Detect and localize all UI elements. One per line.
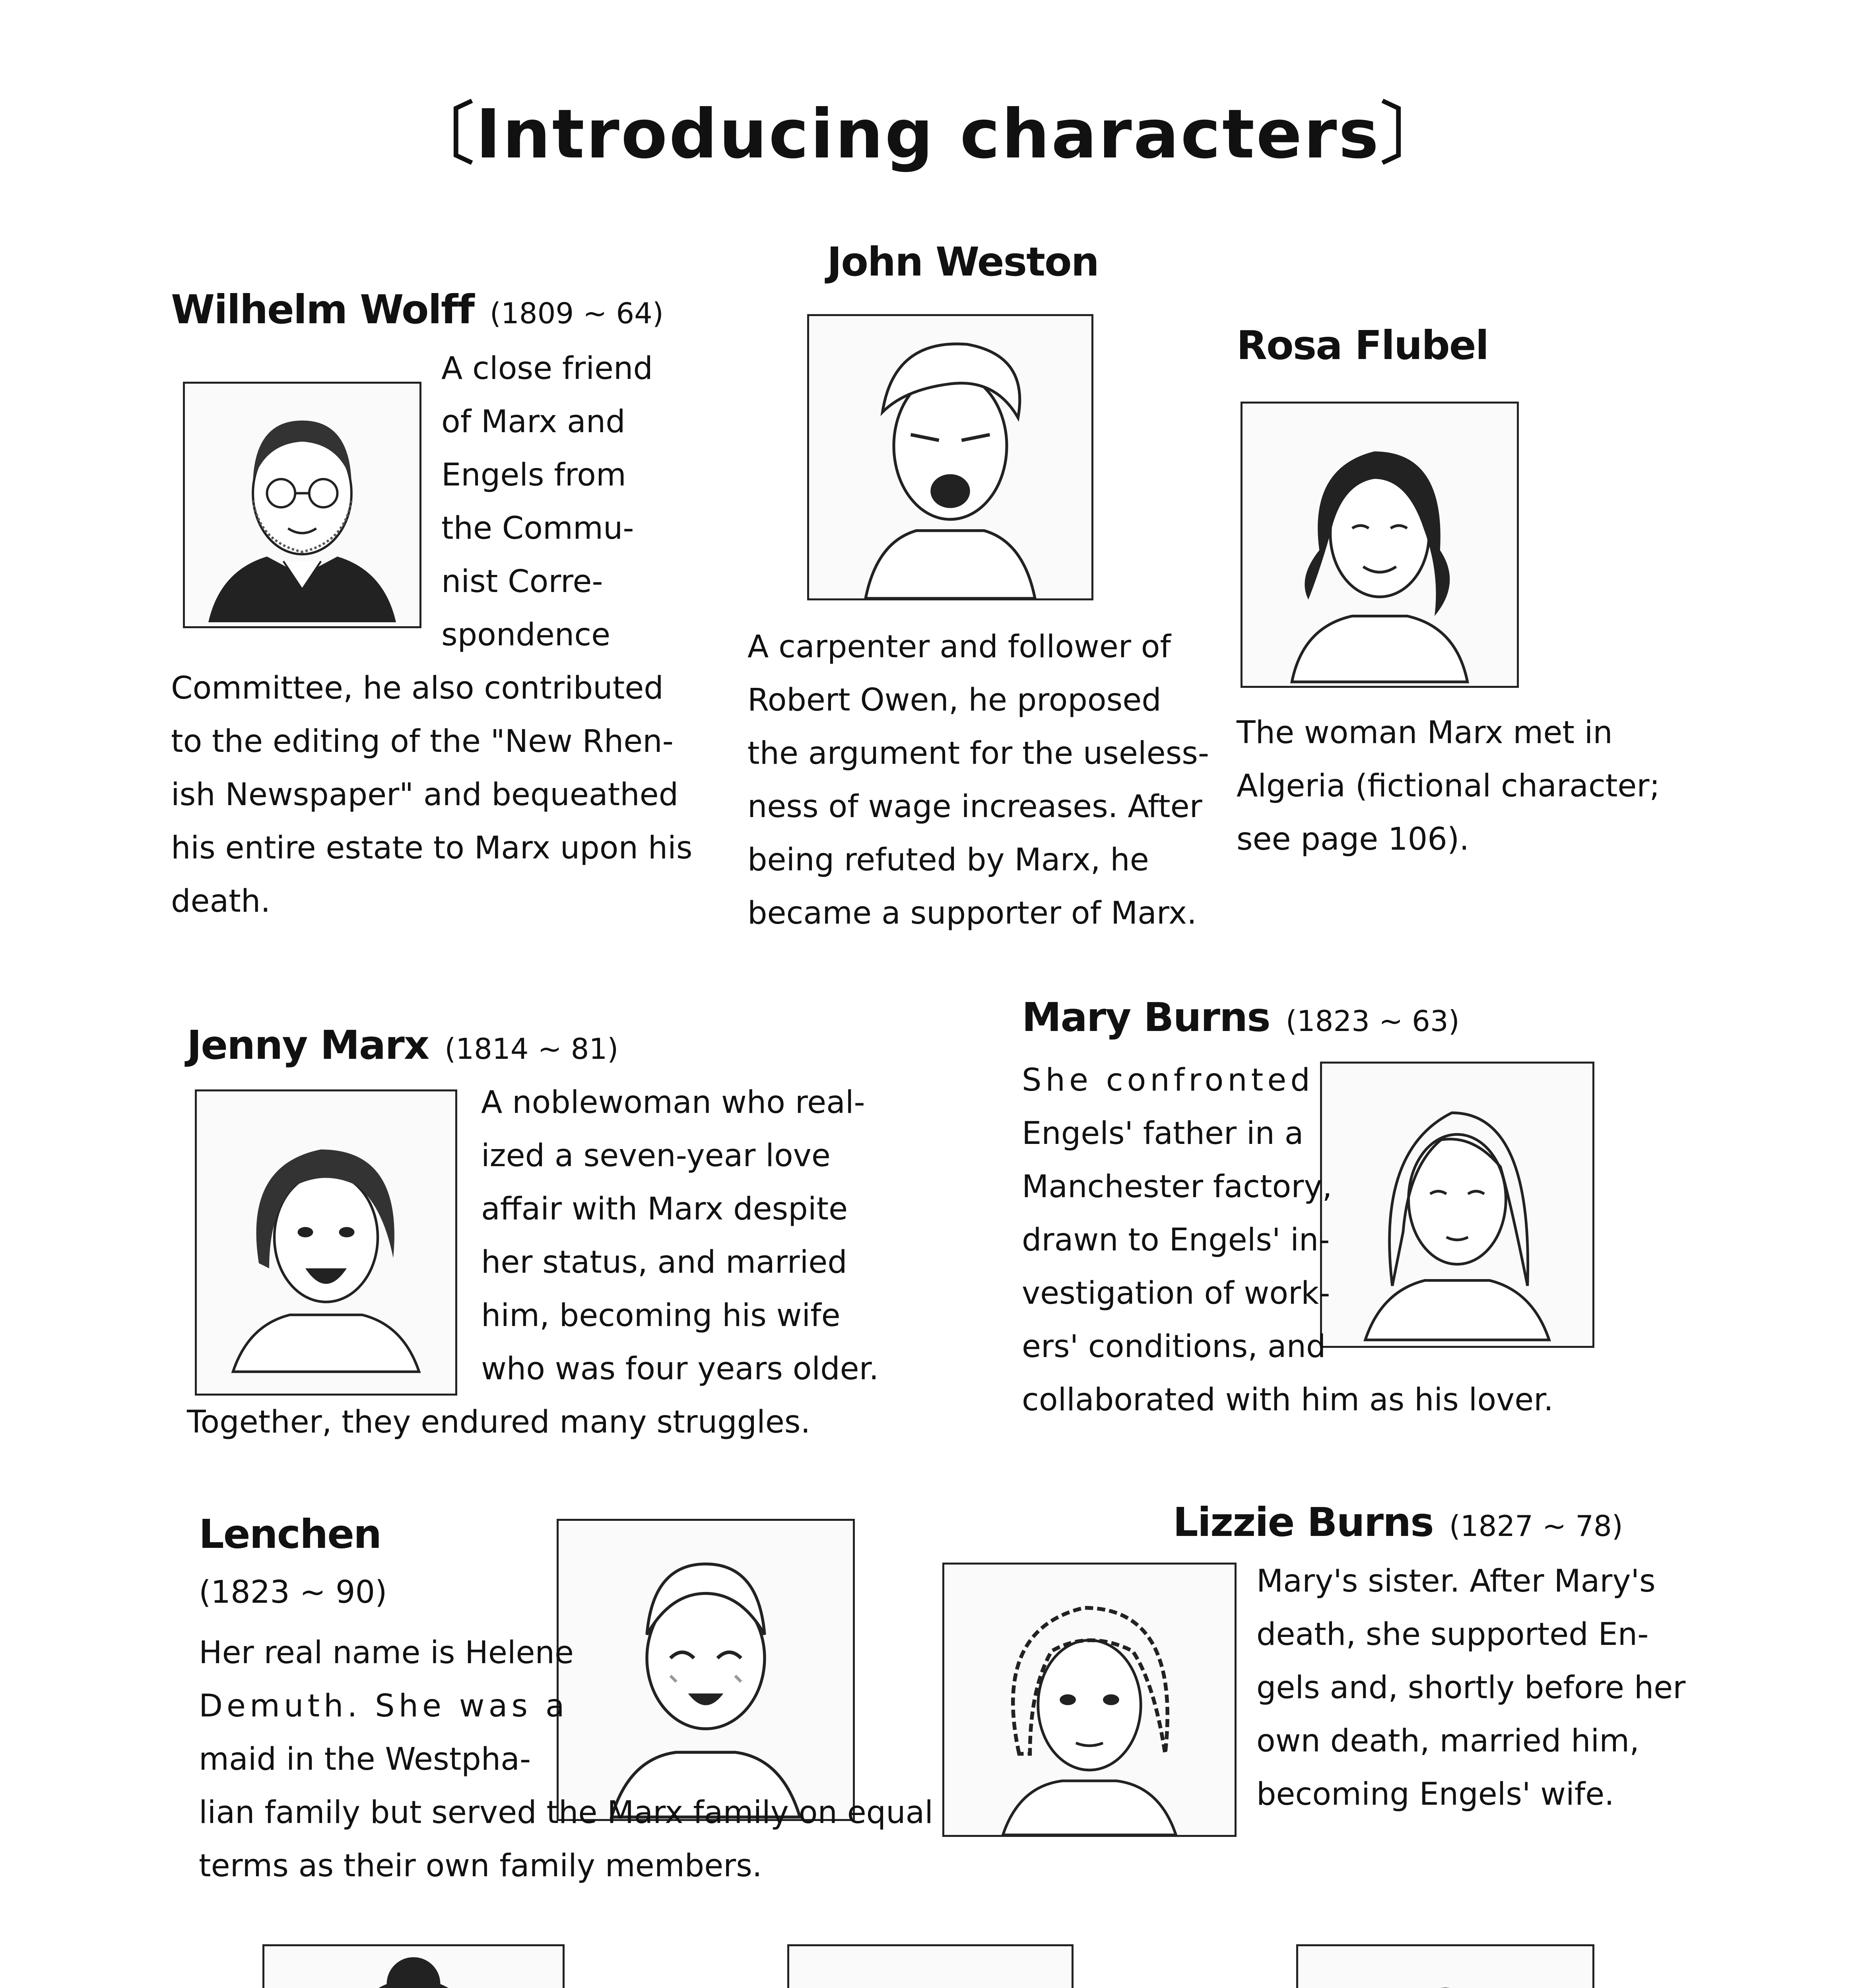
- description-line: own death, married him,: [1256, 1723, 1640, 1759]
- portrait-illustration: [1298, 1946, 1592, 1988]
- description-line: Engels' father in a: [1022, 1116, 1304, 1151]
- character-name-jenny-marx: [187, 1022, 618, 1068]
- page-title: 〔Introducing characters〕: [406, 95, 1450, 174]
- description-line: ized a seven-year love: [481, 1138, 831, 1174]
- description-line: A carpenter and follower of: [747, 629, 1171, 665]
- portrait-lizzie: [942, 1563, 1237, 1837]
- description-line: Together, they endured many struggles.: [187, 1404, 811, 1440]
- description-lenchen: [199, 1626, 933, 1893]
- portrait-jenny: [262, 1944, 565, 1988]
- description-line: ness of wage increases. After: [747, 789, 1202, 825]
- character-name-weston: [827, 239, 1099, 285]
- description-line: death, she supported En-: [1256, 1617, 1649, 1652]
- description-line: ish Newspaper" and bequeathed: [171, 777, 679, 813]
- description-line: the argument for the useless-: [747, 736, 1210, 771]
- description-line: the Commu-: [441, 511, 634, 546]
- description-line: vestigation of work-: [1022, 1276, 1330, 1311]
- name-text: Wilhelm Wolff: [171, 286, 474, 333]
- description-line: became a supporter of Marx.: [747, 895, 1197, 931]
- portrait-illustration: [264, 1946, 563, 1988]
- description-jenny-marx-full: [187, 1396, 810, 1449]
- description-line: terms as their own family members.: [199, 1848, 762, 1884]
- years-text: (1823 ~ 63): [1285, 1004, 1460, 1038]
- years-lenchen: (1823 ~ 90): [199, 1574, 387, 1610]
- portrait-illustration: [197, 1091, 455, 1394]
- description-weston: [747, 620, 1209, 940]
- description-line: of Marx and: [441, 404, 625, 440]
- description-line: being refuted by Marx, he: [747, 842, 1149, 878]
- description-line: Demuth. She was a: [199, 1688, 569, 1724]
- character-name-rosa: [1237, 322, 1488, 369]
- description-line: him, becoming his wife: [481, 1298, 841, 1334]
- description-line: becoming Engels' wife.: [1256, 1776, 1614, 1812]
- description-line: his entire estate to Marx upon his: [171, 830, 693, 866]
- description-line: affair with Marx despite: [481, 1191, 848, 1227]
- description-line: Algeria (fictional character;: [1237, 768, 1660, 804]
- description-line: death.: [171, 883, 271, 919]
- character-name-lizzie: [1173, 1499, 1623, 1545]
- portrait-weston: [807, 314, 1093, 600]
- description-line: Her real name is Helene: [199, 1635, 574, 1671]
- description-line: A noblewoman who real-: [481, 1085, 865, 1120]
- description-line: gels and, shortly before her: [1256, 1670, 1686, 1706]
- description-line: Committee, he also contributed: [171, 670, 664, 706]
- portrait-mary: [1320, 1062, 1594, 1348]
- description-line: spondence: [441, 617, 611, 653]
- description-line: She confronted: [1022, 1062, 1314, 1098]
- description-mary-full: [1022, 1373, 1553, 1427]
- name-text: Rosa Flubel: [1237, 322, 1488, 369]
- description-rosa: [1237, 706, 1660, 866]
- name-text: Lizzie Burns: [1173, 1499, 1433, 1545]
- description-line: collaborated with him as his lover.: [1022, 1382, 1553, 1418]
- portrait-rosa: [1241, 402, 1519, 688]
- description-line: A close friend: [441, 351, 653, 386]
- portrait-illustration: [1322, 1064, 1592, 1346]
- years-text: (1827 ~ 78): [1449, 1509, 1623, 1543]
- name-text: Jenny Marx: [187, 1022, 429, 1068]
- portrait-illustration: [809, 316, 1091, 598]
- years-text: (1809 ~ 64): [489, 297, 664, 330]
- portrait-illustration: [789, 1946, 1072, 1988]
- description-line: ers' conditions, and: [1022, 1329, 1326, 1365]
- name-text: John Weston: [827, 239, 1099, 285]
- description-lizzie: [1256, 1555, 1685, 1821]
- name-text: Mary Burns: [1022, 994, 1270, 1041]
- description-line: maid in the Westpha-: [199, 1741, 531, 1777]
- description-wolff-side: [441, 342, 653, 662]
- portrait-eleanor: [1296, 1944, 1594, 1988]
- description-line: Engels from: [441, 457, 626, 493]
- name-text: Lenchen: [199, 1511, 381, 1557]
- portrait-wolff: [183, 382, 421, 628]
- years-text: (1814 ~ 81): [445, 1032, 619, 1066]
- portrait-illustration: [944, 1565, 1235, 1835]
- description-line: drawn to Engels' in-: [1022, 1222, 1330, 1258]
- description-line: nist Corre-: [441, 564, 603, 600]
- description-line: The woman Marx met in: [1237, 715, 1613, 751]
- description-line: Robert Owen, he proposed: [747, 682, 1161, 718]
- description-line: to the editing of the "New Rhen-: [171, 724, 674, 759]
- character-name-lenchen: [199, 1511, 381, 1557]
- description-mary-side: [1022, 1054, 1332, 1373]
- description-line: lian family but served the Marx family on equal: [199, 1795, 934, 1831]
- portrait-jenny-marx: [195, 1089, 457, 1396]
- description-line: see page 106).: [1237, 821, 1470, 857]
- portrait-laura: [787, 1944, 1074, 1988]
- description-line: Mary's sister. After Mary's: [1256, 1563, 1656, 1599]
- description-line: who was four years older.: [481, 1351, 879, 1387]
- description-line: her status, and married: [481, 1244, 847, 1280]
- description-jenny-marx-side: [481, 1076, 879, 1396]
- portrait-illustration: [185, 384, 419, 626]
- portrait-illustration: [1243, 404, 1517, 686]
- description-wolff-full: [171, 662, 693, 928]
- character-name-mary: [1022, 994, 1460, 1041]
- description-line: Manchester factory,: [1022, 1169, 1332, 1205]
- character-name-wolff: [171, 286, 664, 333]
